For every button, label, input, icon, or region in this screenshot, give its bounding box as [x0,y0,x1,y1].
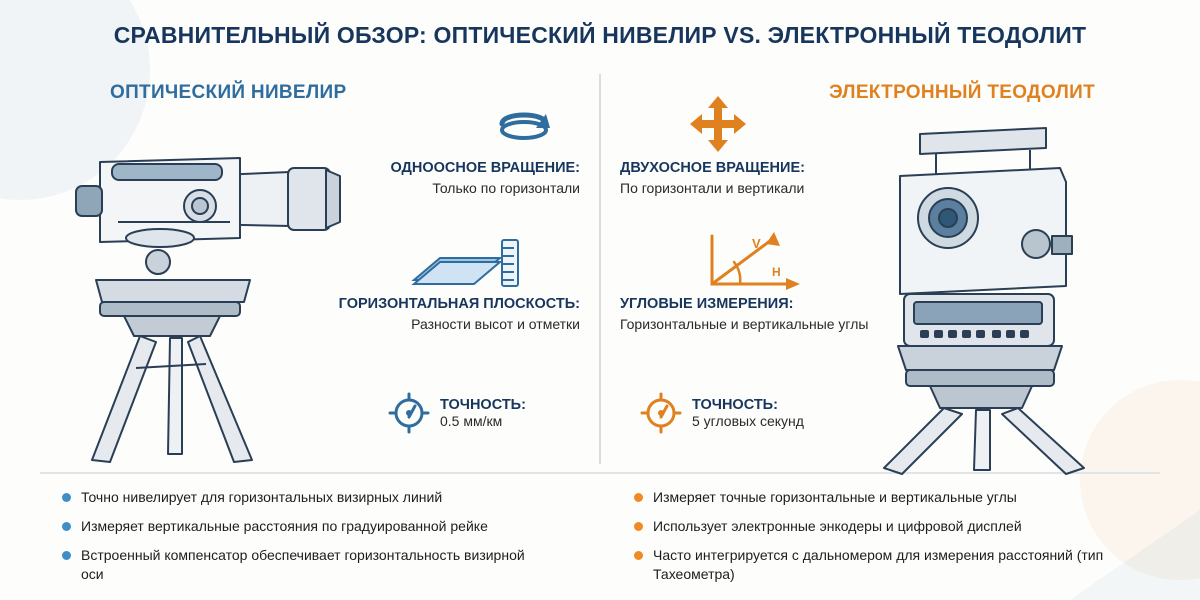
right-accuracy-block [640,392,804,434]
list-item [634,546,1154,582]
bullet-dot-icon [634,551,643,560]
left-accuracy-title: ТОЧНОСТЬ: [440,397,526,413]
right-feature-angles-sub: Горизонтальные и вертикальные углы [620,316,869,333]
left-bullet-list [62,488,582,594]
left-feature-rotation [318,160,580,198]
column-divider [599,74,601,464]
bullet-dot-icon [634,522,643,531]
left-feature-rotation-title: ОДНООСНОЕ ВРАЩЕНИЕ: [390,160,580,176]
page-title: СРАВНИТЕЛЬНЫЙ ОБЗОР: ОПТИЧЕСКИЙ НИВЕЛИР VS. ЭЛЕКТРОННЫЙ ТЕОДОЛИТ [113,22,1087,48]
rotation-dual-axis-icon [690,96,746,152]
rotation-single-axis-icon [496,104,552,146]
left-column-heading: ОПТИЧЕСКИЙ НИВЕЛИР [110,82,347,103]
left-accuracy-block [388,392,526,434]
list-item [62,546,582,582]
right-bullet-3: Часто интегрируется с дальномером для измерения расстояний (тип Тахеометра) [653,547,1104,582]
horizontal-plane-icon [404,236,524,292]
left-feature-rotation-sub: Только по горизонтали [432,180,580,197]
optical-level-illustration [40,110,360,470]
list-item [634,488,1154,506]
list-item [62,517,582,535]
electronic-theodolite-illustration [840,96,1170,476]
left-bullet-1: Точно нивелирует для горизонтальных визирных линий [81,489,443,505]
right-feature-rotation-sub: По горизонтали и вертикали [620,180,805,197]
left-bullet-2: Измеряет вертикальные расстояния по градуированной рейке [81,518,488,535]
target-icon [640,392,682,434]
target-icon [388,392,430,434]
left-feature-plane [318,296,580,334]
angle-icon-label-h: H [772,265,781,279]
right-feature-rotation [620,160,900,198]
right-accuracy-value: 5 угловых секунд [692,413,804,429]
right-bullet-list [634,488,1154,594]
right-bullet-1: Измеряет точные горизонтальные и вертикальные углы [653,489,1017,505]
angle-measure-icon [700,228,810,294]
bullet-dot-icon [62,522,71,531]
list-item [634,517,1154,535]
bullet-dot-icon [62,493,71,502]
angle-icon-label-v: V [752,236,761,251]
left-feature-plane-sub: Разности высот и отметки [411,316,580,333]
left-accuracy-value: 0.5 мм/км [440,413,503,429]
right-bullet-2: Использует электронные энкодеры и цифровой дисплей [653,518,1022,535]
right-feature-rotation-title: ДВУХОСНОЕ ВРАЩЕНИЕ: [620,160,805,176]
left-bullet-3: Встроенный компенсатор обеспечивает горизонтальность визирной оси [81,547,525,582]
right-accuracy-title: ТОЧНОСТЬ: [692,397,778,413]
right-column-heading: ЭЛЕКТРОННЫЙ ТЕОДОЛИТ [829,82,1095,103]
bullet-dot-icon [634,493,643,502]
list-item [62,488,582,506]
right-feature-angles [620,296,900,334]
left-feature-plane-title: ГОРИЗОНТАЛЬНАЯ ПЛОСКОСТЬ: [338,296,580,312]
right-feature-angles-title: УГЛОВЫЕ ИЗМЕРЕНИЯ: [620,296,794,312]
bullet-dot-icon [62,551,71,560]
